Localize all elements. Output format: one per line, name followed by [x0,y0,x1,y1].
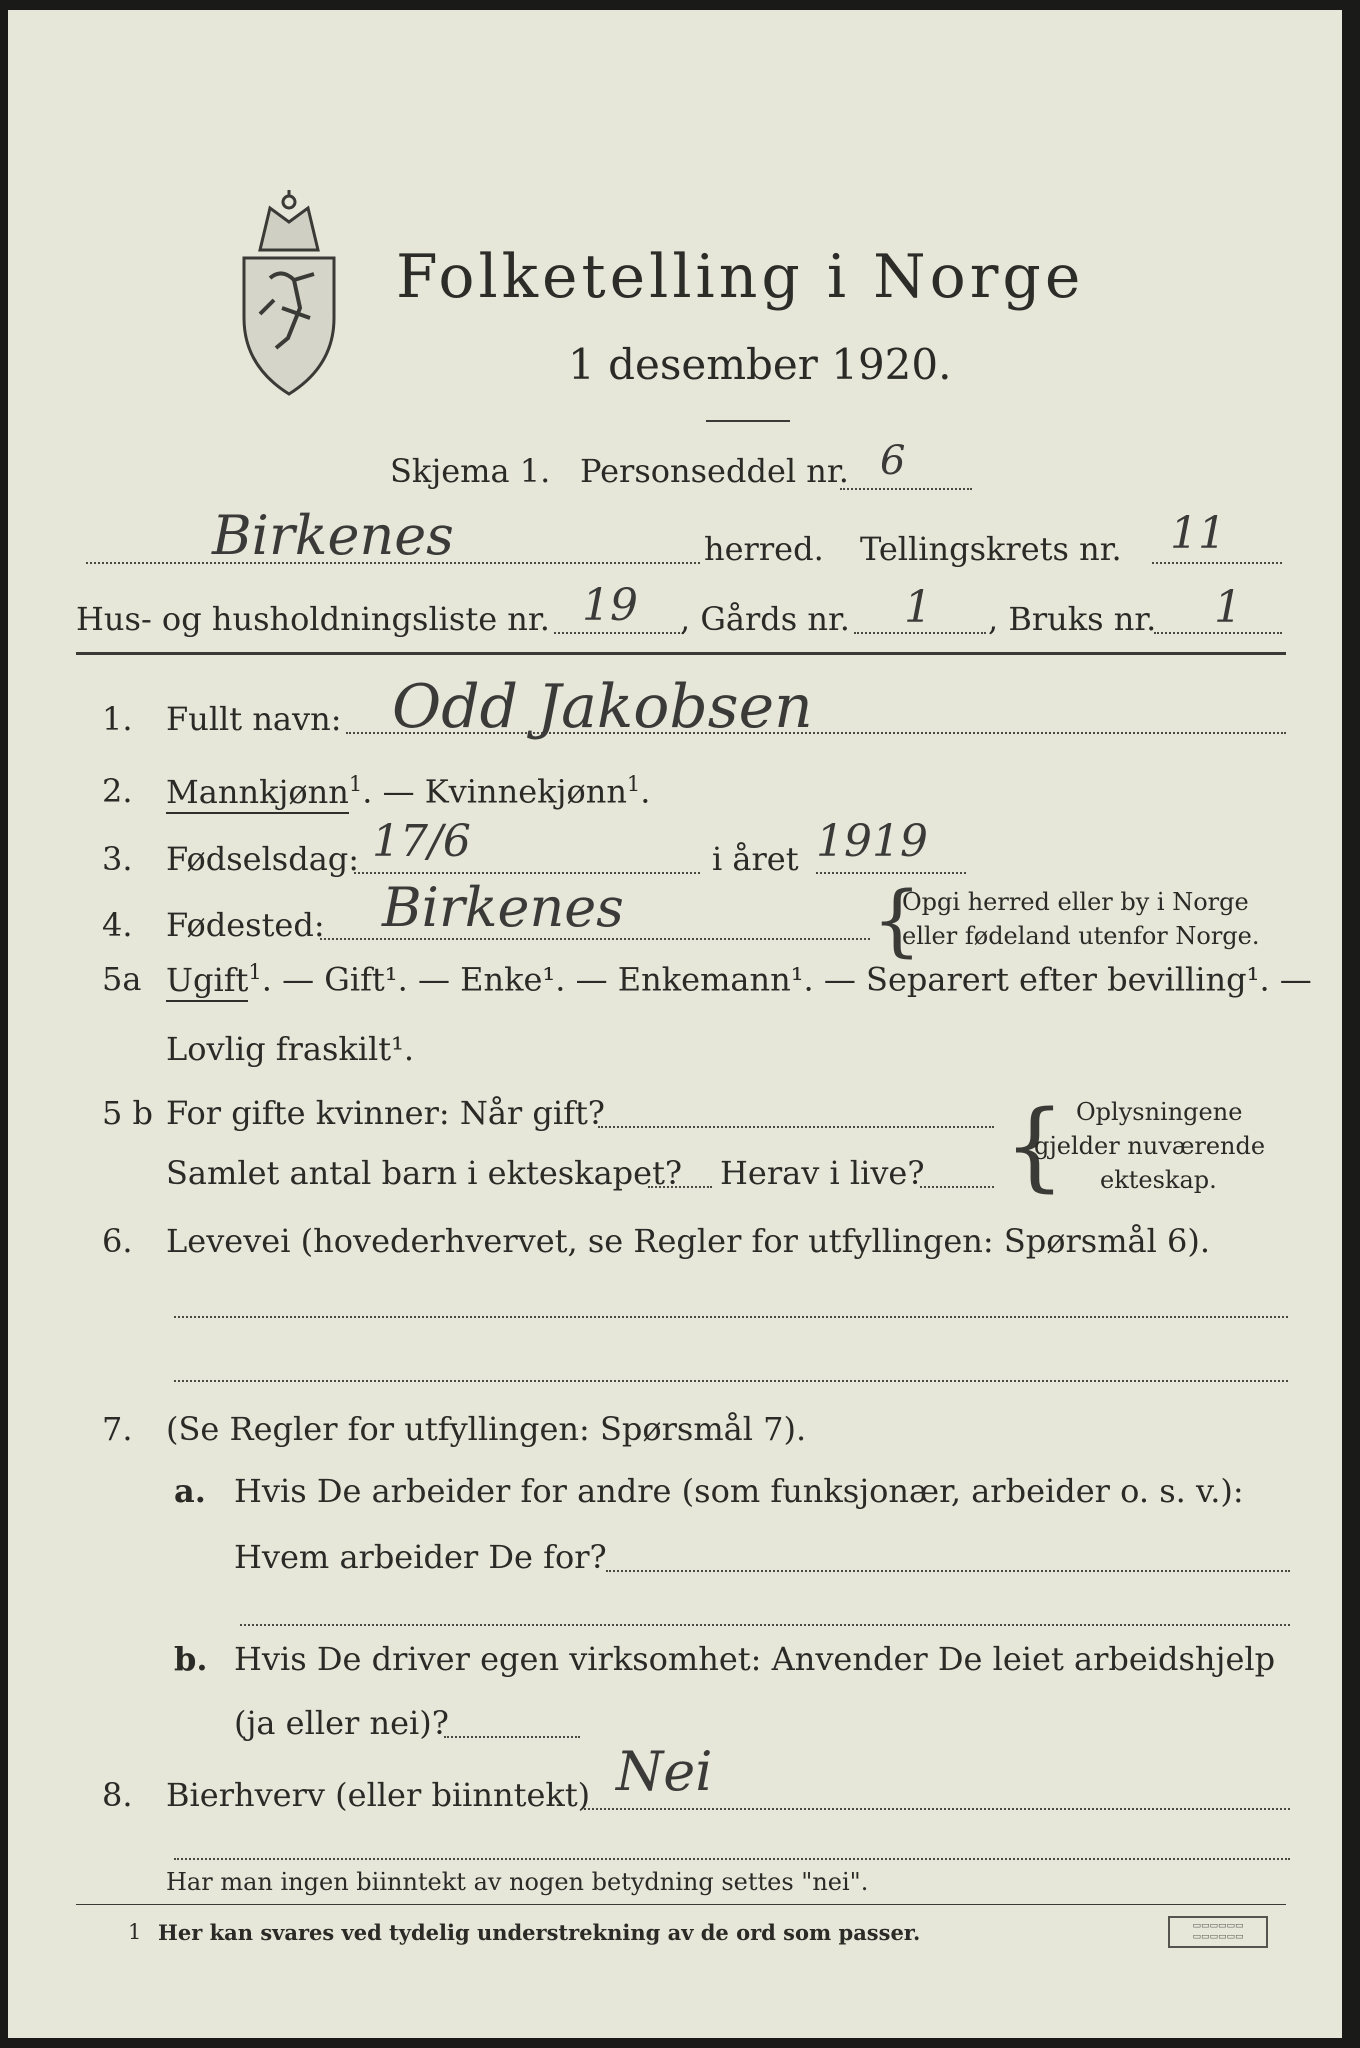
q5b-note-3: ekteskap. [1100,1166,1217,1194]
q2-number: 2. [102,772,133,810]
herred-value: Birkenes [212,504,454,567]
birth-year-value: 1919 [816,816,928,867]
q5a-options: Ugift$^1$. — Gift¹. — Enke¹. — Enkemann¹. — Separert efter bevilling¹. — [166,960,1312,999]
q7a-line2: Hvem arbeider De for? [234,1538,607,1576]
bruks-label: , Bruks nr. [988,600,1157,638]
q2-options: Mannkjønn$^1$. — Kvinnekjønn$^1$. [166,772,650,811]
census-date: 1 desember 1920. [568,340,952,389]
q7b-number: b. [174,1640,208,1678]
birthday-value: 17/6 [372,816,471,867]
q5b-number: 5 b [102,1094,154,1132]
q1-label: Fullt navn: [166,700,342,738]
footer-note: Har man ingen biinntekt av nogen betydning settes "nei". [166,1868,869,1896]
q4-note-2: eller fødeland utenfor Norge. [902,922,1260,950]
husliste-label: Hus- og husholdningsliste nr. [76,600,550,638]
q1-number: 1. [102,700,133,738]
q6-label: Levevei (hovederhvervet, se Regler for utfyllingen: Spørsmål 6). [166,1222,1211,1260]
q4-label: Fødested: [166,906,325,944]
q2-mannkjonn: Mannkjønn [166,773,349,814]
full-name-value: Odd Jakobsen [392,672,813,742]
herred-label: herred. [704,530,824,568]
q7a-label: Hvis De arbeider for andre (som funksjonær, arbeider o. s. v.): [234,1472,1244,1510]
q3-label: Fødselsdag: [166,840,360,878]
q5b-label: For gifte kvinner: Når gift? [166,1094,605,1132]
q2-kvinnekjonn: Kvinnekjønn [424,772,627,811]
q4-number: 4. [102,906,133,944]
personseddel-label: Personseddel nr. [580,452,849,490]
q6-answer-line-1 [174,1316,1288,1318]
q4-note-1: Opgi herred eller by i Norge [902,888,1249,916]
form-title: Folketelling i Norge [396,242,1085,312]
gards-label: , Gårds nr. [680,600,850,638]
q6-answer-line-2 [174,1380,1288,1382]
q7b-label: Hvis De driver egen virksomhet: Anvender De leiet arbeidshjelp [234,1640,1276,1678]
census-form: Folketelling i Norge 1 desember 1920. Skjema 1. Personseddel nr. 6 Birkenes herred. Tellingskrets nr. 11 Hus- og husholdningsliste nr. 19 , Gårds nr. 1 , Bruks nr. 1 1. Fullt navn: Odd Jakobsen 2. Mannkjønn$^1$. — Kvinnekjønn$^1$. 3. Fødselsdag: 17/6 i året 1919 4. Fødested: Birkenes { Opgi herred eller by i Norge eller fødeland utenfor Norge. 5a Ugift$^1$. — Gift¹. — Enke¹. — Enkemann¹. — Separert efter bevilling¹. — Lovlig fraskilt¹. 5 b For gifte kvinner: Når gift? Samlet antal barn i ekteskapet? Herav i live? { Oplysningene gjelder nuværende ekteskap. 6. Levevei (hovederhvervet, se Regler for utfyllingen: Spørsmål 6). 7. (Se Regler for utfyllingen: Spørsmål 7). a. Hvis De arbeider for andre (som funksjonær, arbeider o. s. v.): Hvem arbeider De for? b. Hvis De driver egen virksomhet: Anvender De leiet arbeidshjelp (ja eller nei)? 8. Bierhverv (eller biinntekt) Nei Har man ingen biinntekt av nogen betydning settes "nei". 1 Her kan svares ved tydelig understrekning av de ord som passer. ▭▭▭▭▭▭ ▭▭▭▭▭▭ [8,10,1342,2038]
footnote: Her kan svares ved tydelig understrekning av de ord som passer. [158,1920,921,1945]
q5a-ugift: Ugift [166,961,248,1002]
section-divider [76,652,1286,655]
q7b-line2: (ja eller nei)? [234,1704,449,1742]
tellingskrets-value: 11 [1170,508,1226,559]
q5b-note-2: gjelder nuværende [1034,1132,1266,1160]
bruks-value: 1 [1214,582,1242,633]
q7-label: (Se Regler for utfyllingen: Spørsmål 7). [166,1410,807,1448]
q7a-number: a. [174,1472,206,1510]
q5b-note-1: Oplysningene [1076,1098,1243,1126]
q7-number: 7. [102,1410,133,1448]
schema-label: Skjema 1. [390,452,551,490]
husliste-value: 19 [582,580,638,631]
q6-number: 6. [102,1222,133,1260]
q8-label: Bierhverv (eller biinntekt) [166,1776,591,1814]
printer-stamp-icon: ▭▭▭▭▭▭ ▭▭▭▭▭▭ [1168,1916,1268,1948]
title-divider [706,420,790,422]
q5a-line2: Lovlig fraskilt¹. [166,1030,415,1068]
coat-of-arms-icon [230,188,348,398]
q5b-barn-label: Samlet antal barn i ekteskapet? [166,1154,683,1192]
q8-number: 8. [102,1776,133,1814]
personseddel-value: 6 [880,438,906,484]
q5b-live-label: Herav i live? [720,1154,925,1192]
birthplace-value: Birkenes [382,876,624,939]
q3-year-label: i året [712,840,799,878]
tellingskrets-label: Tellingskrets nr. [860,530,1122,568]
gards-value: 1 [904,582,932,633]
q5a-number: 5a [102,960,142,998]
q3-number: 3. [102,840,133,878]
footnote-mark: 1 [128,1920,142,1944]
bierhverv-value: Nei [616,1740,713,1803]
